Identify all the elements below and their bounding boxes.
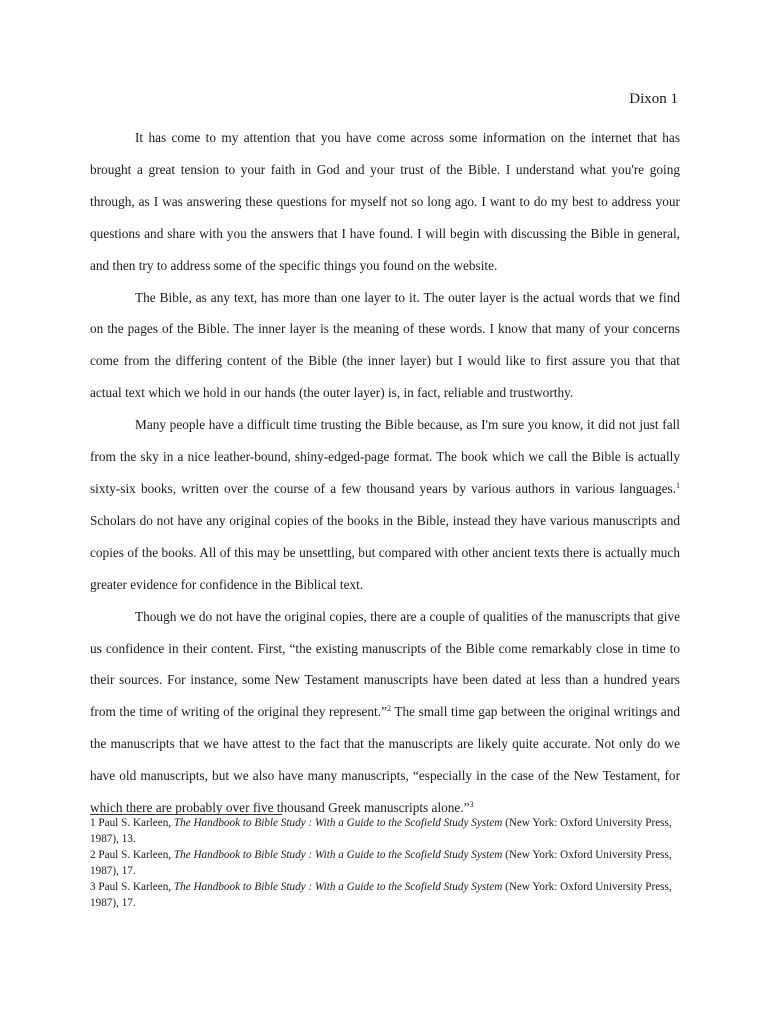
footnote-number: 3	[90, 881, 96, 893]
footnote-ref-2: 2	[386, 704, 391, 714]
paragraph-4-text-a: Though we do not have the original copies, there are a couple of qualities of the manuscripts that give us confidence in their content. First, “the existing manuscripts of the Bible come remarkably close in time to their sources. For instance, some New Testament manuscripts have been dated at less than a hundred years from the time of writing of the original they represent.”	[90, 608, 680, 720]
footnote-author: Paul S. Karleen,	[98, 817, 172, 829]
footnote-publication: (New York: Oxford University Press, 1987), 17.	[90, 881, 672, 909]
footnote-ref-3: 3	[469, 800, 474, 810]
footnote-publication: (New York: Oxford University Press, 1987), 17.	[90, 849, 672, 877]
paragraph-2: The Bible, as any text, has more than one layer to it. The outer layer is the actual words that we find on the pages of the Bible. The inner layer is the meaning of these words. I know that many of your concerns come from the differing content of the Bible (the inner layer) but I would like to first assure you that that actual text which we hold in our hands (the outer layer) is, in fact, reliable and trustworthy.	[90, 289, 680, 401]
footnote-number: 1	[90, 817, 96, 829]
footnote-1	[90, 815, 680, 847]
footnote-number: 2	[90, 849, 96, 861]
footnote-3	[90, 879, 680, 911]
paragraph-3-text-a: Many people have a difficult time trusting the Bible because, as I'm sure you know, it did not just fall from the sky in a nice leather-bound, shiny-edged-page format. The book which we call the Bible is actually sixty-six books, written over the course of a few thousand years by various authors in various languages.	[90, 417, 680, 496]
paragraph-4-text-b: The small time gap between the original writings and the manuscripts that we have attest to the fact that the manuscripts are likely quite accurate. Not only do we have old manuscripts, but we also have many manuscripts, “especially in the case of the New Testament, for which there are probably over five thousand Greek manuscripts alone.”	[90, 704, 680, 816]
footnote-title: The Handbook to Bible Study : With a Guide to the Scofield Study System	[173, 817, 503, 829]
footnote-author: Paul S. Karleen,	[98, 881, 172, 893]
footnote-author: Paul S. Karleen,	[98, 849, 172, 861]
body-text	[90, 122, 680, 824]
footnotes	[90, 815, 680, 911]
running-head: Dixon 1	[629, 91, 678, 107]
paragraph-1: It has come to my attention that you have come across some information on the internet that has brought a great tension to your faith in God and your trust of the Bible. I understand what you're going through, as I was answering these questions for myself not so long ago. I want to do my best to address your questions and share with you the answers that I have found. I will begin with discussing the Bible in general, and then try to address some of the specific things you found on the website.	[90, 130, 680, 273]
paragraph-3	[90, 409, 680, 600]
footnote-ref-1: 1	[676, 480, 680, 490]
paragraph-3-text-b: Scholars do not have any original copies of the books in the Bible, instead they have various manuscripts and copies of the books. All of this may be unsettling, but compared with other ancient texts there is actually much greater evidence for confidence in the Biblical text.	[90, 512, 680, 592]
footnote-title: The Handbook to Bible Study : With a Guide to the Scofield Study System	[173, 881, 503, 893]
footnote-publication: (New York: Oxford University Press, 1987), 13.	[90, 817, 672, 845]
footnote-2	[90, 847, 680, 879]
paragraph-4	[90, 601, 680, 824]
footnote-title: The Handbook to Bible Study : With a Guide to the Scofield Study System	[173, 849, 503, 861]
